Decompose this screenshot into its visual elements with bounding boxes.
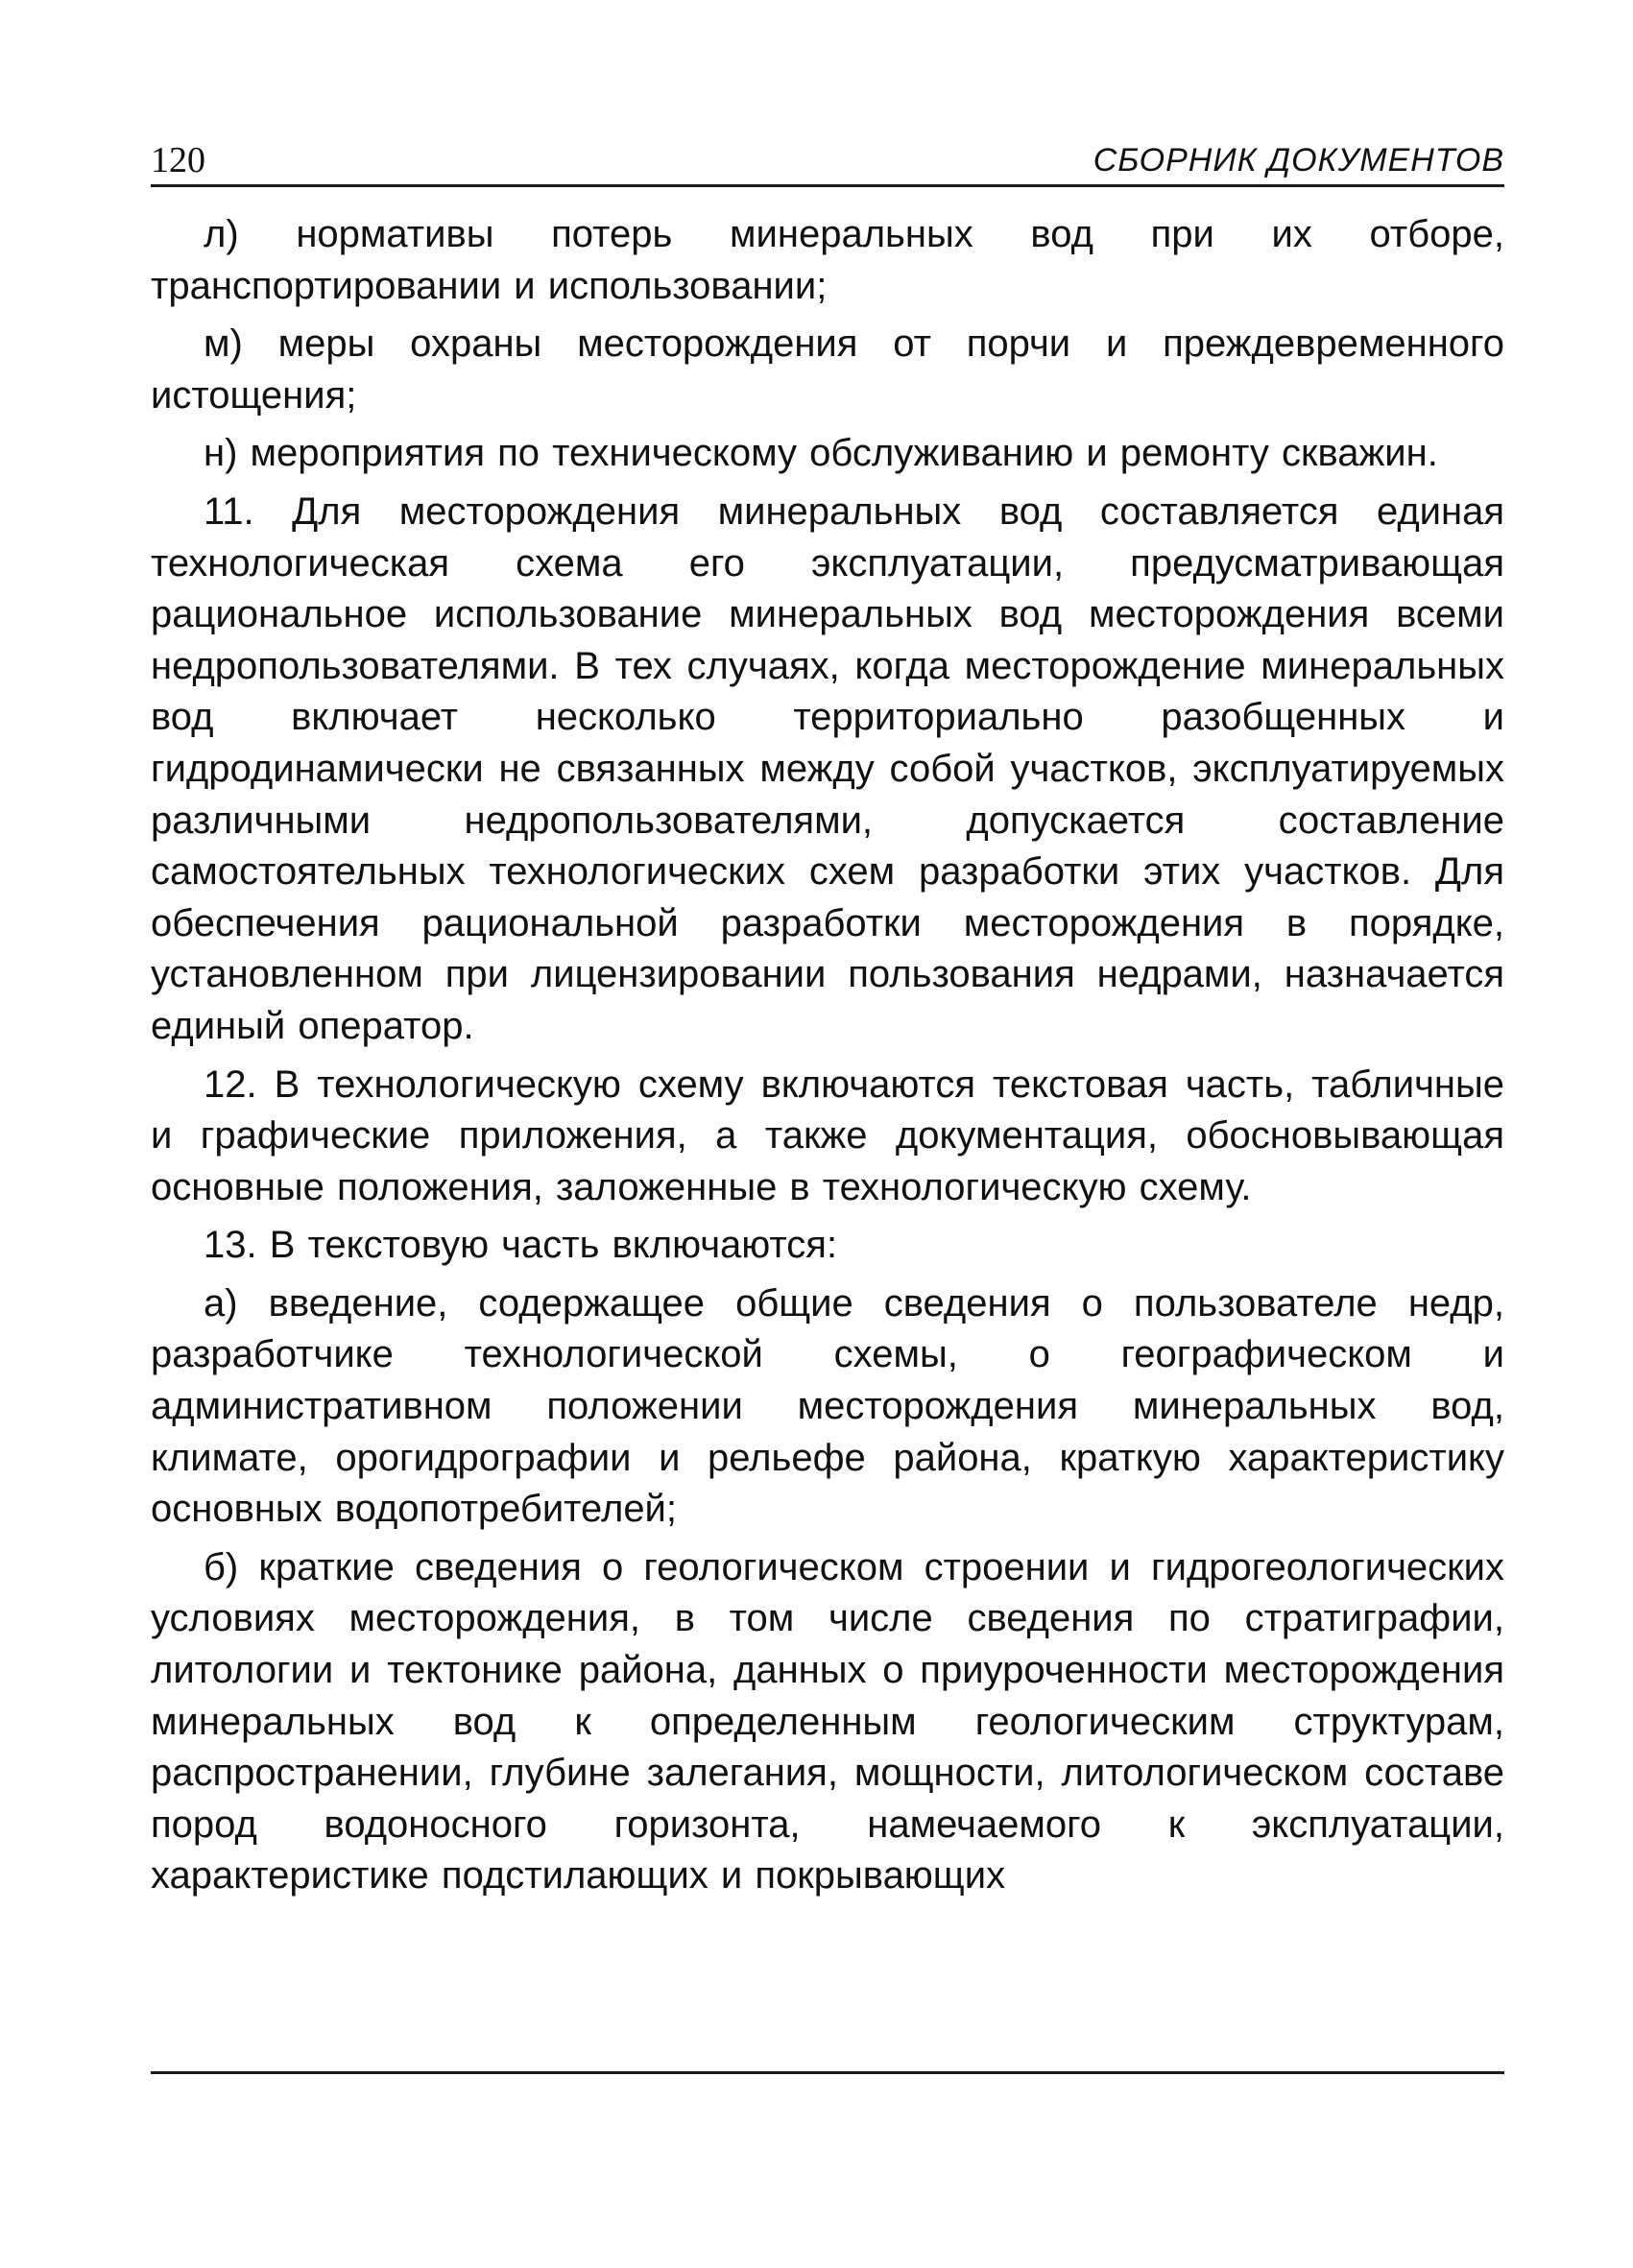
paragraph-item-l: л) нормативы потерь минеральных вод при их отборе, транспортировании и использовании;	[151, 213, 1504, 307]
paragraph-clause-12: 12. В технологическую схему включаются текстовая часть, табличные и графические приложения, а также документация, обосновывающая основные положения, заложенные в технологическую схему.	[151, 1062, 1504, 1208]
bottom-divider	[151, 2071, 1504, 2074]
running-header	[151, 136, 1504, 187]
paragraph-item-b: б) краткие сведения о геологическом строении и гидрогеологических условиях месторождения, в том числе сведения по стратиграфии, литологии и тектонике района, данных о приуроченности месторождения минеральных вод к определенным геологическим структурам, распространении, глубине залегания, мощности, литологическом составе пород водоносного горизонта, намечаемого к эксплуатации, характеристике подстилающих и покрывающих	[151, 1545, 1504, 1898]
paragraph-clause-13: 13. В текстовую часть включаются:	[204, 1224, 838, 1267]
paragraph-clause-11: 11. Для месторождения минеральных вод составляется единая технологическая схема его эксплуатации, предусматривающая рациональное использование минеральных вод месторождения всеми недропользователями. В тех случаях, когда месторождение минеральных вод включает несколько территориально разобщенных и гидродинамически не связанных между собой участков, эксплуатируемых различными недропользователями, допускается составление самостоятельных технологических схем разработки этих участков. Для обеспечения рациональной разработки месторождения в порядке, установленном при лицензировании пользования недрами, назначается единый оператор.	[151, 489, 1504, 1047]
page-number: 120	[151, 140, 205, 180]
book-title: СБОРНИК ДОКУМЕНТОВ	[1093, 142, 1504, 179]
paragraph-item-m: м) меры охраны месторождения от порчи и преждевременного истощения;	[151, 322, 1504, 417]
paragraph-item-a: а) введение, содержащее общие сведения о пользователе недр, разработчике технологической схемы, о географическом и административном положении месторождения минеральных вод, климате, орогидрографии и рельефе района, краткую характеристику основных водопотребителей;	[151, 1281, 1504, 1531]
body-text	[151, 209, 1504, 1909]
paragraph-item-n: н) мероприятия по техническому обслуживанию и ремонту скважин.	[204, 432, 1438, 475]
